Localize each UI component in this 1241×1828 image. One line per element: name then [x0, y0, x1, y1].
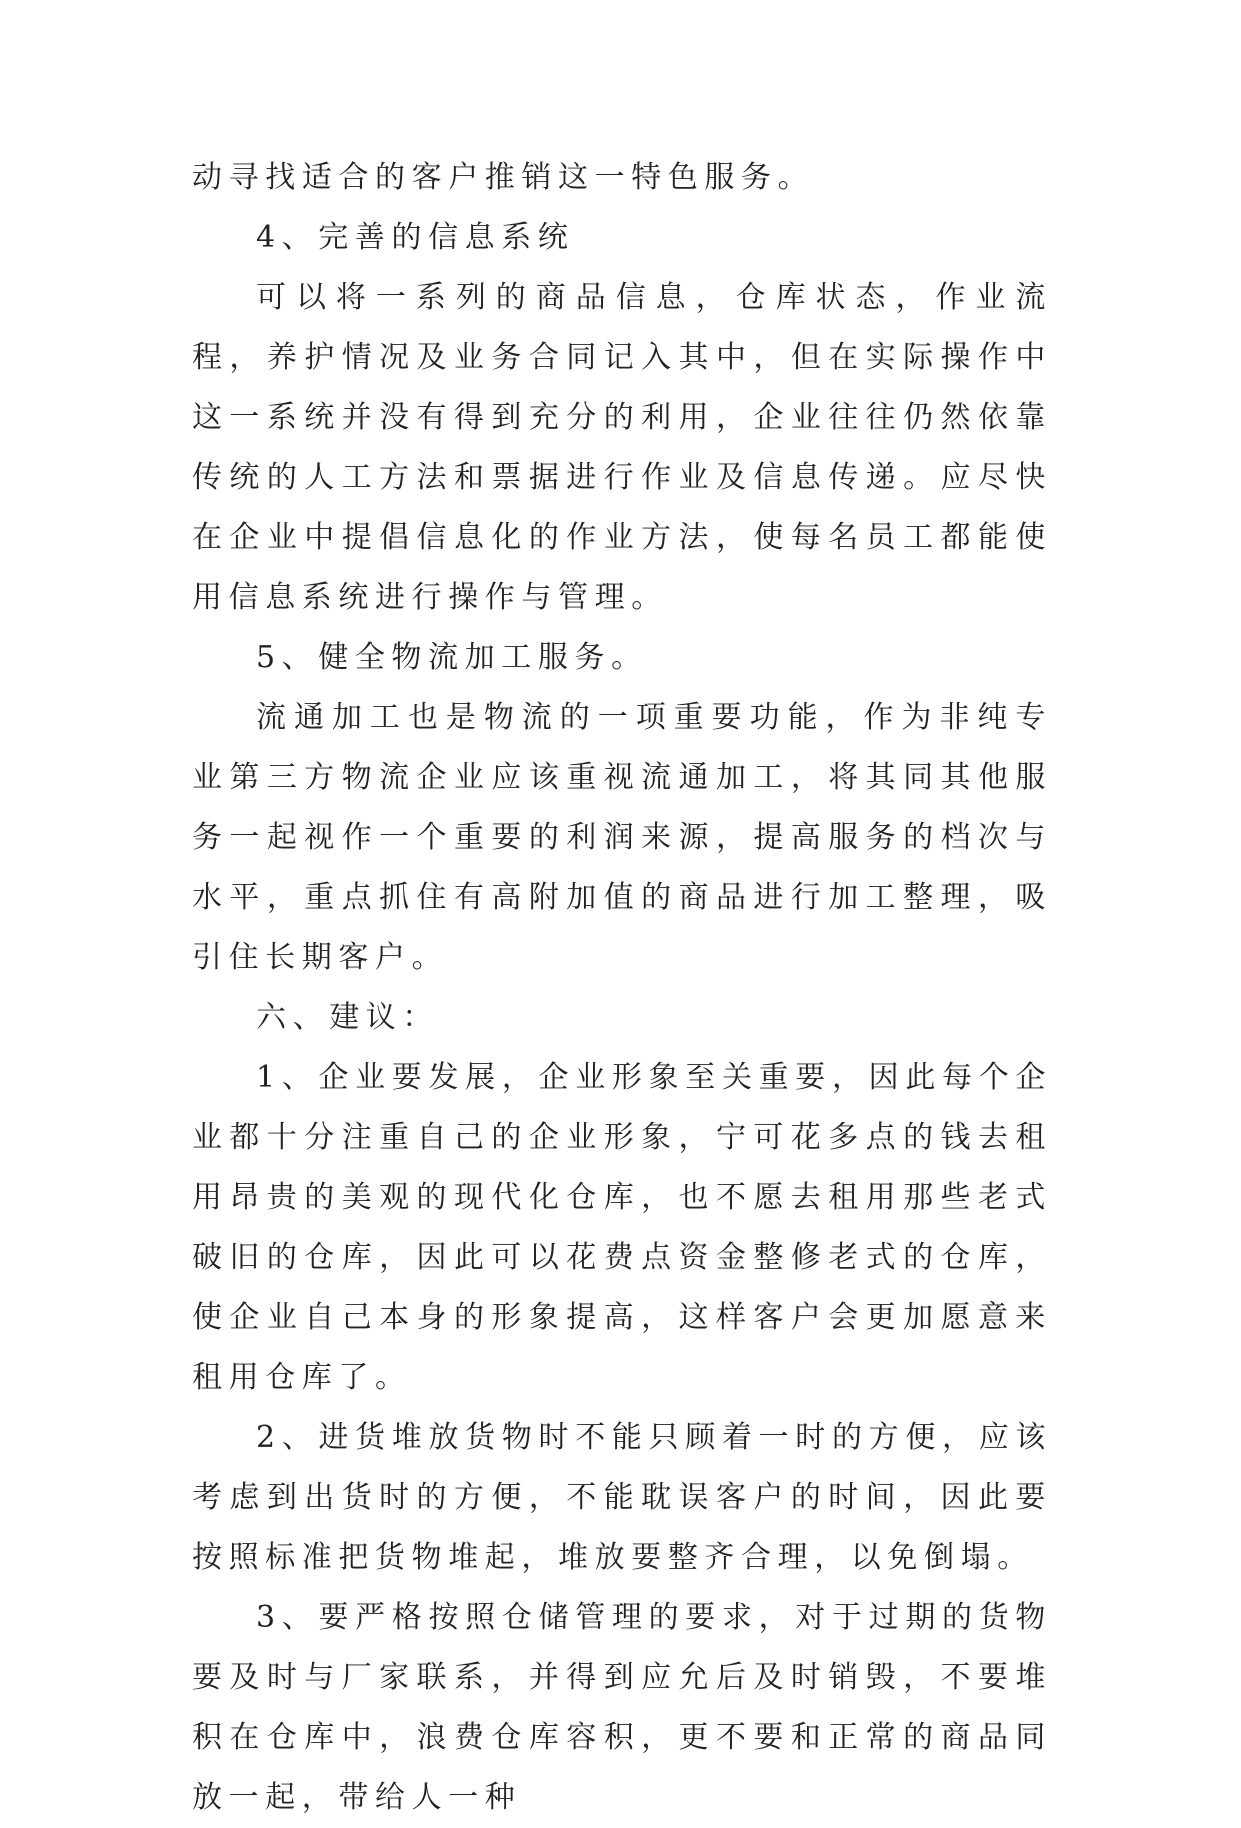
paragraph-info-system: 可以将一系列的商品信息，仓库状态，作业流程，养护情况及业务合同记入其中，但在实际操作中这一系统并没有得到充分的利用，企业往往仍然依靠传统的人工方法和票据进行作业及信息传递。应尽快在企业中提倡信息化的作业方法，使每名员工都能使用信息系统进行操作与管理。: [192, 280, 1052, 615]
heading-section-6: 六、建议：: [256, 1000, 439, 1035]
paragraph-logistics-processing: 流通加工也是物流的一项重要功能，作为非纯专业第三方物流企业应该重视流通加工，将其同其他服务一起视作一个重要的利润来源，提高服务的档次与水平，重点抓住有高附加值的商品进行加工整理，吸引住长期客户。: [192, 700, 1052, 975]
paragraph-suggestion-1: 1、企业要发展，企业形象至关重要，因此每个企业都十分注重自己的企业形象，宁可花多点的钱去租用昂贵的美观的现代化仓库，也不愿去租用那些老式破旧的仓库，因此可以花费点资金整修老式的仓库，使企业自己本身的形象提高，这样客户会更加愿意来租用仓库了。: [192, 1060, 1052, 1395]
paragraph-suggestion-3: 3、要严格按照仓储管理的要求，对于过期的货物要及时与厂家联系，并得到应允后及时销毁，不要堆积在仓库中，浪费仓库容积，更不要和正常的商品同放一起，带给人一种: [192, 1600, 1052, 1815]
heading-item-5: 5、健全物流加工服务。: [256, 640, 648, 675]
heading-item-4: 4、完善的信息系统: [256, 220, 575, 255]
paragraph-suggestion-2: 2、进货堆放货物时不能只顾着一时的方便，应该考虑到出货时的方便，不能耽误客户的时间，因此要按照标准把货物堆起，堆放要整齐合理，以免倒塌。: [192, 1420, 1052, 1575]
document-body: [192, 148, 1052, 1828]
paragraph-continuation: 动寻找适合的客户推销这一特色服务。: [192, 160, 815, 195]
